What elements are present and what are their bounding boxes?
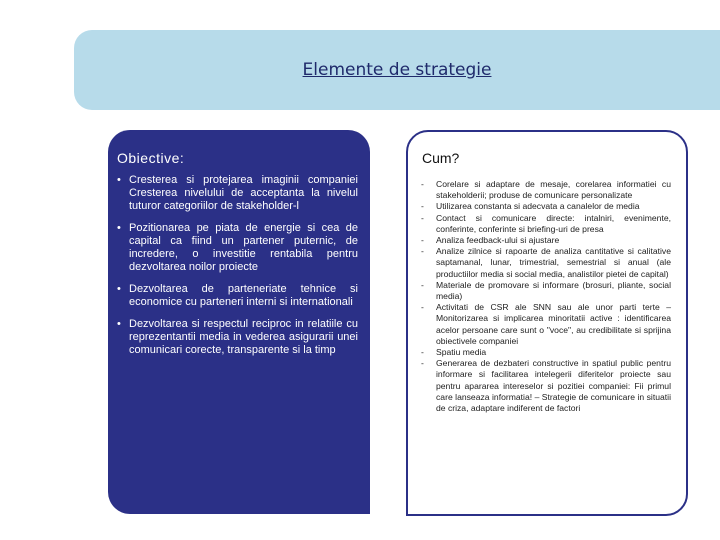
how-item: - Analize zilnice si rapoarte de analiza cantitative si calitative saptamanal, lunar, trimestrial, semestrial si anual (ale productiilor media si social media, analistilor pietei de capital) [421, 246, 671, 280]
objectives-heading: Obiective: [117, 150, 185, 166]
objective-item: • Dezvoltarea de parteneriate tehnice si economice cu parteneri interni si internationali [117, 283, 358, 309]
objective-item: • Cresterea si protejarea imaginii companiei Cresterea nivelului de acceptanta la nivelul tuturor categoriilor de stakeholder-l [117, 174, 358, 213]
how-item: - Utilizarea constanta si adecvata a canalelor de media [421, 201, 671, 212]
objective-item: • Pozitionarea pe piata de energie si cea de capital ca fiind un partener puternic, de incredere, o investitie rentabila pentru dezvoltarea noilor proiecte [117, 222, 358, 274]
how-panel [406, 130, 688, 516]
how-item: - Activitati de CSR ale SNN sau ale unor parti terte – Monitorizarea si implicarea minoritatii active : identificarea acelor persoane care sunt o "voce", au credibilitate si sprijina obiectivele companiei [421, 302, 671, 347]
objectives-list [117, 174, 358, 366]
slide-title: Elemente de strategie [302, 60, 492, 80]
how-item: - Corelare si adaptare de mesaje, corelarea informatiei cu stakeholderii; produse de comunicare personalizate [421, 179, 671, 201]
how-item: - Analiza feedback-ului si ajustare [421, 235, 671, 246]
how-list [421, 179, 671, 414]
how-item: - Contact si comunicare directe: intalniri, evenimente, conferinte, conferinte si briefing-uri de presa [421, 213, 671, 235]
title-banner [74, 30, 720, 110]
objective-item: • Dezvoltarea si respectul reciproc in relatiile cu reprezentantii media in vederea asigurarii unei comunicari corecte, transparente si la timp [117, 318, 358, 357]
how-item: - Materiale de promovare si informare (brosuri, pliante, social media) [421, 280, 671, 302]
how-item: - Spatiu media [421, 347, 671, 358]
objectives-panel [108, 130, 370, 514]
how-heading: Cum? [422, 150, 460, 166]
how-item: - Generarea de dezbateri constructive in spatiul public pentru informare si facilitarea intelegerii diferitelor proiecte sau pentru apararea intereselor si pozitiei companiei: Fii primul care lanseaza informatia! – Strategie de comunicare in situatii de criza, adaptare indiferent de factori [421, 358, 671, 414]
